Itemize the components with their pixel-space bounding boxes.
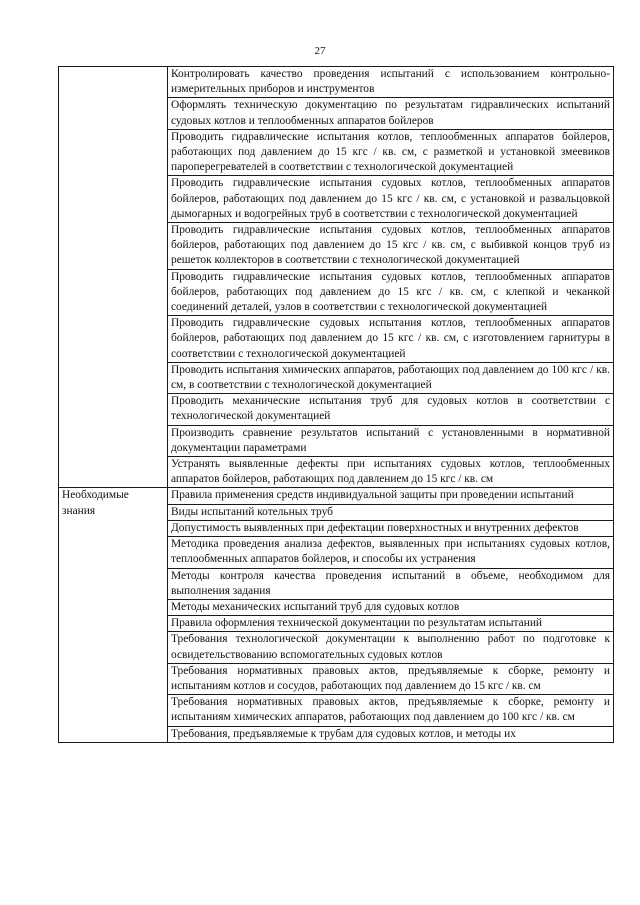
page-number: 27 [314, 45, 326, 57]
requirement-cell [168, 129, 614, 176]
requirement-cell [168, 599, 614, 615]
requirement-text: Оформлять техническую документацию по результатам гидравлических испытаний судовых котлов и теплообменных аппаратов бойлеров [171, 99, 610, 127]
requirement-text: Методы контроля качества проведения испытаний в объеме, необходимом для выполнения задания [171, 569, 610, 597]
requirement-cell [168, 537, 614, 568]
requirement-cell [168, 98, 614, 129]
requirement-cell [168, 223, 614, 270]
requirement-text: Устранять выявленные дефекты при испытаниях судовых котлов, теплообменных аппаратов бойлеров, работающих под давлением до 15 кгс / кв. см [171, 458, 610, 486]
requirement-text: Требования нормативных правовых актов, предъявляемые к сборке, ремонту и испытаниям котлов и сосудов, работающих под давлением до 15 кгс / кв. см [171, 664, 610, 692]
requirement-text: Допустимость выявленных при дефектации поверхностных и внутренних дефектов [171, 521, 579, 534]
requirement-cell [168, 457, 614, 488]
requirement-text: Проводить механические испытания труб для судовых котлов в соответствии с технологической документацией [171, 395, 610, 423]
section-label [59, 67, 168, 488]
competency-table [58, 66, 614, 743]
requirement-text: Методика проведения анализа дефектов, выявленных при испытаниях судовых котлов, теплообменных аппаратов бойлеров, и способы их устранения [171, 538, 610, 566]
requirement-text: Требования, предъявляемые к трубам для судовых котлов, и методы их [171, 727, 516, 740]
requirement-cell [168, 695, 614, 726]
requirement-text: Правила оформления технической документации по результатам испытаний [171, 617, 543, 630]
requirement-cell [168, 316, 614, 363]
requirement-cell [168, 425, 614, 456]
requirement-text: Производить сравнение результатов испытаний с установленными в нормативной документации параметрами [171, 426, 610, 454]
requirement-cell [168, 394, 614, 425]
requirement-cell [168, 568, 614, 599]
requirement-text: Требования нормативных правовых актов, предъявляемые к сборке, ремонту и испытаниям химических аппаратов, работающих под давлением до 100 кгс / кв. см [171, 696, 610, 724]
requirement-text: Проводить гидравлические испытания судовых котлов, теплообменных аппаратов бойлеров, работающих под давлением до 15 кгс / кв. см, с выбивкой концов труб из решеток коллекторов в соответствии с технологической документацией [171, 224, 610, 267]
requirement-text: Проводить гидравлические испытания судовых котлов, теплообменных аппаратов бойлеров, работающих под давлением до 15 кгс / кв. см, с установкой и развальцовкой дымогарных и водогрейных труб в соответствии с технологической документацией [171, 177, 610, 220]
requirement-cell [168, 504, 614, 520]
requirement-cell [168, 663, 614, 694]
requirement-text: Правила применения средств индивидуальной защиты при проведении испытаний [171, 489, 574, 502]
requirement-text: Проводить гидравлические испытания судовых котлов, теплообменных аппаратов бойлеров, работающих под давлением до 15 кгс / кв. см, с клепкой и чеканкой соединений деталей, узлов в соответствии с технологической документацией [171, 270, 610, 314]
table-row [59, 67, 614, 98]
requirement-text: Контролировать качество проведения испытаний с использованием контрольно-измерительных приборов и инструментов [171, 68, 610, 96]
table-row [59, 488, 614, 504]
requirement-text: Методы механических испытаний труб для судовых котлов [171, 600, 460, 613]
requirement-cell [168, 176, 614, 223]
section-label: Необходимые знания [59, 488, 168, 742]
requirement-text: Проводить гидравлические судовых испытания котлов, теплообменных аппаратов бойлеров, работающих под давлением до 15 кгс / кв. см, с изготовлением гарнитуры в соответствии с технологической документацией [171, 317, 610, 360]
requirement-text: Требования технологической документации к выполнению работ по подготовке к освидетельствованию вспомогательных судовых котлов [171, 633, 610, 661]
requirement-cell [168, 616, 614, 632]
requirement-text: Проводить испытания химических аппаратов, работающих под давлением до 100 кгс / кв. см, в соответствии с технологической документацией [171, 363, 610, 392]
requirement-cell [168, 488, 614, 504]
requirement-cell [168, 726, 614, 742]
requirement-cell [168, 632, 614, 663]
requirement-cell [168, 269, 614, 316]
table-body [59, 67, 614, 743]
requirement-cell [168, 520, 614, 536]
requirement-text: Виды испытаний котельных труб [171, 505, 333, 518]
requirement-text: Проводить гидравлические испытания котлов, теплообменных аппаратов бойлеров, работающих под давлением до 15 кгс / кв. см, с разметкой и установкой змеевиков пароперегревателей в соответствии с технологической документацией [171, 130, 610, 174]
requirement-cell [168, 362, 614, 393]
requirement-cell [168, 67, 614, 98]
